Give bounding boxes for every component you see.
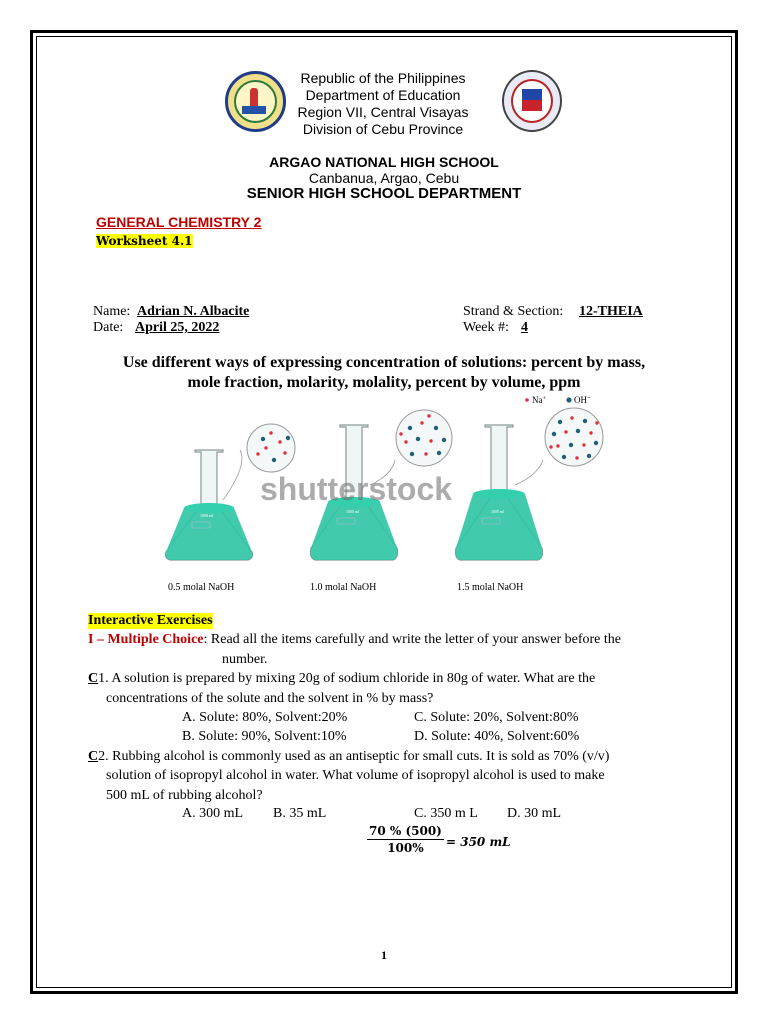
q2-option-a: A. 300 mL xyxy=(182,806,244,821)
date-label: Date: xyxy=(93,320,124,335)
part-label: I – Multiple Choice xyxy=(88,632,204,647)
deped-seal-logo xyxy=(502,70,562,132)
q1-answer: C xyxy=(88,671,99,686)
name-label: Name: xyxy=(93,304,131,319)
worksheet-label: Worksheet 4.1 xyxy=(96,234,193,248)
q1-line-1 xyxy=(88,671,595,687)
q1-text-1: 1. A solution is prepared by mixing 20g of sodium chloride in 80g of water. What are the xyxy=(98,671,596,686)
q2-solution-result: = 350 mL xyxy=(446,835,511,849)
q2-solution-denominator: 100% xyxy=(387,841,424,855)
objective-line-2: mole fraction, molarity, molality, percent by volume, ppm xyxy=(187,374,581,391)
q2-line-1 xyxy=(88,749,609,765)
q1-option-b: B. Solute: 90%, Solvent:10% xyxy=(182,729,347,744)
q1-option-c: C. Solute: 20%, Solvent:80% xyxy=(414,710,579,725)
q2-line-2: solution of isopropyl alcohol in water. What volume of isopropyl alcohol is used to make xyxy=(106,768,605,783)
flask-0-5-molal xyxy=(166,424,296,593)
q2-line-3: 500 mL of rubbing alcohol? xyxy=(106,788,263,803)
date-value: April 25, 2022 xyxy=(135,320,220,335)
q2-solution-numerator: 70 % (500) xyxy=(369,824,442,838)
instructions-text: : Read all the items carefully and write the letter of your answer before the xyxy=(203,632,621,647)
instructions-line-1 xyxy=(88,632,621,648)
department-name: SENIOR HIGH SCHOOL DEPARTMENT xyxy=(246,185,522,202)
svg-text:1000 ml: 1000 ml xyxy=(200,513,214,518)
q1-option-d: D. Solute: 40%, Solvent:60% xyxy=(414,729,580,744)
molality-flasks-figure xyxy=(160,390,610,595)
instructions-line-2: number. xyxy=(222,652,268,667)
svg-text:OH−: OH− xyxy=(574,394,591,405)
q2-option-c: C. 350 m L xyxy=(414,806,478,821)
svg-text:1000 ml: 1000 ml xyxy=(346,509,360,514)
objective-line-1: Use different ways of expressing concentration of solutions: percent by mass, xyxy=(122,354,646,371)
week-label: Week #: xyxy=(463,320,509,335)
header-line-division: Division of Cebu Province xyxy=(302,121,464,137)
figure-legend xyxy=(525,394,591,405)
flask-label-2: 1.0 molal NaOH xyxy=(310,582,377,593)
name-value: Adrian N. Albacite xyxy=(137,304,250,319)
q1-option-a: A. Solute: 80%, Solvent:20% xyxy=(182,710,348,725)
watermark: shutterstock xyxy=(260,471,453,507)
na-legend-dot xyxy=(525,398,529,402)
header-line-deped: Department of Education xyxy=(305,87,461,103)
svg-text:1000 ml: 1000 ml xyxy=(491,509,505,514)
q2-text-1: 2. Rubbing alcohol is commonly used as an antiseptic for small cuts. It is sold as 70% (v/v) xyxy=(98,749,610,764)
q2-solution-fraction xyxy=(367,824,444,855)
header-line-region: Region VII, Central Visayas xyxy=(297,104,469,120)
exercises-heading: Interactive Exercises xyxy=(88,613,213,628)
q2-option-d: D. 30 mL xyxy=(507,806,562,821)
q1-line-2: concentrations of the solute and the solvent in % by mass? xyxy=(106,691,434,706)
flask-1-5-molal xyxy=(456,408,604,593)
flask-label-1: 0.5 molal NaOH xyxy=(168,582,235,593)
strand-value: 12-THEIA xyxy=(579,304,643,319)
header-line-republic: Republic of the Philippines xyxy=(300,70,466,86)
oh-legend-dot xyxy=(566,397,571,402)
svg-text:Na+: Na+ xyxy=(532,395,546,405)
subject-title: GENERAL CHEMISTRY 2 xyxy=(96,214,262,230)
flask-label-3: 1.5 molal NaOH xyxy=(457,582,524,593)
strand-label: Strand & Section: xyxy=(463,304,564,319)
school-name: ARGAO NATIONAL HIGH SCHOOL xyxy=(269,154,499,170)
page-number: 1 xyxy=(381,948,387,962)
q2-answer: C xyxy=(88,749,99,764)
school-address: Canbanua, Argao, Cebu xyxy=(308,170,460,186)
week-value: 4 xyxy=(521,320,528,335)
q2-option-b: B. 35 mL xyxy=(273,806,327,821)
school-seal-logo xyxy=(225,71,286,132)
